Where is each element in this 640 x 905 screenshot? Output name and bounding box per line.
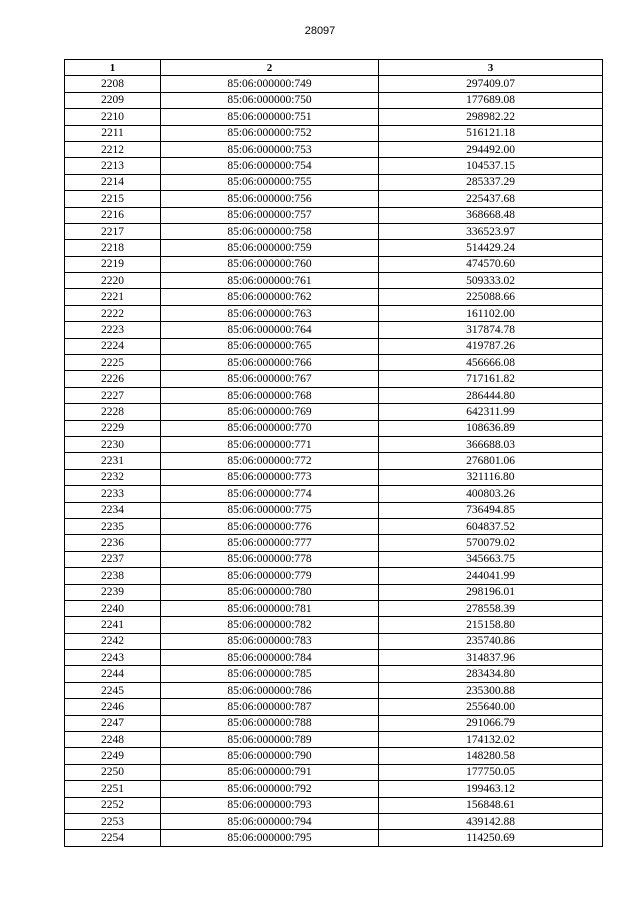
value-cell: 285337.29 bbox=[379, 174, 603, 190]
cadastral-number-cell: 85:06:000000:794 bbox=[161, 813, 379, 829]
cadastral-number-cell: 85:06:000000:776 bbox=[161, 518, 379, 534]
table-row bbox=[65, 650, 603, 666]
cadastral-number-cell: 85:06:000000:765 bbox=[161, 338, 379, 354]
row-number-cell: 2213 bbox=[65, 158, 161, 174]
value-cell: 225088.66 bbox=[379, 289, 603, 305]
row-number-cell: 2227 bbox=[65, 387, 161, 403]
row-number-cell: 2217 bbox=[65, 223, 161, 239]
table-row bbox=[65, 322, 603, 338]
cadastral-number-cell: 85:06:000000:786 bbox=[161, 682, 379, 698]
row-number-cell: 2221 bbox=[65, 289, 161, 305]
cadastral-number-cell: 85:06:000000:749 bbox=[161, 76, 379, 92]
value-cell: 255640.00 bbox=[379, 699, 603, 715]
cadastral-number-cell: 85:06:000000:755 bbox=[161, 174, 379, 190]
row-number-cell: 2240 bbox=[65, 600, 161, 616]
cadastral-number-cell: 85:06:000000:782 bbox=[161, 617, 379, 633]
table-row bbox=[65, 436, 603, 452]
value-cell: 400803.26 bbox=[379, 486, 603, 502]
value-cell: 298196.01 bbox=[379, 584, 603, 600]
cadastral-number-cell: 85:06:000000:772 bbox=[161, 453, 379, 469]
cadastral-number-cell: 85:06:000000:775 bbox=[161, 502, 379, 518]
value-cell: 104537.15 bbox=[379, 158, 603, 174]
cadastral-number-cell: 85:06:000000:757 bbox=[161, 207, 379, 223]
cadastral-number-cell: 85:06:000000:764 bbox=[161, 322, 379, 338]
row-number-cell: 2232 bbox=[65, 469, 161, 485]
cadastral-number-cell: 85:06:000000:761 bbox=[161, 273, 379, 289]
table-body bbox=[65, 76, 603, 846]
row-number-cell: 2219 bbox=[65, 256, 161, 272]
table-row bbox=[65, 551, 603, 567]
table-row bbox=[65, 813, 603, 829]
table-row bbox=[65, 109, 603, 125]
cadastral-number-cell: 85:06:000000:784 bbox=[161, 650, 379, 666]
cadastral-number-cell: 85:06:000000:767 bbox=[161, 371, 379, 387]
row-number-cell: 2223 bbox=[65, 322, 161, 338]
row-number-cell: 2228 bbox=[65, 404, 161, 420]
page-number: 28097 bbox=[304, 25, 336, 37]
cadastral-number-cell: 85:06:000000:752 bbox=[161, 125, 379, 141]
row-number-cell: 2238 bbox=[65, 568, 161, 584]
cadastral-number-cell: 85:06:000000:774 bbox=[161, 486, 379, 502]
value-cell: 604837.52 bbox=[379, 518, 603, 534]
table-row bbox=[65, 355, 603, 371]
table-row bbox=[65, 240, 603, 256]
table-row bbox=[65, 223, 603, 239]
column-header-3: 3 bbox=[379, 60, 603, 76]
value-cell: 235740.86 bbox=[379, 633, 603, 649]
row-number-cell: 2239 bbox=[65, 584, 161, 600]
cadastral-number-cell: 85:06:000000:791 bbox=[161, 764, 379, 780]
row-number-cell: 2247 bbox=[65, 715, 161, 731]
cadastral-number-cell: 85:06:000000:754 bbox=[161, 158, 379, 174]
row-number-cell: 2245 bbox=[65, 682, 161, 698]
table-row bbox=[65, 830, 603, 846]
value-cell: 177689.08 bbox=[379, 92, 603, 108]
row-number-cell: 2222 bbox=[65, 305, 161, 321]
cadastral-number-cell: 85:06:000000:790 bbox=[161, 748, 379, 764]
table-row bbox=[65, 207, 603, 223]
table-row bbox=[65, 748, 603, 764]
row-number-cell: 2214 bbox=[65, 174, 161, 190]
row-number-cell: 2241 bbox=[65, 617, 161, 633]
cadastral-number-cell: 85:06:000000:760 bbox=[161, 256, 379, 272]
value-cell: 368668.48 bbox=[379, 207, 603, 223]
value-cell: 283434.80 bbox=[379, 666, 603, 682]
row-number-cell: 2254 bbox=[65, 830, 161, 846]
row-number-cell: 2237 bbox=[65, 551, 161, 567]
row-number-cell: 2218 bbox=[65, 240, 161, 256]
value-cell: 419787.26 bbox=[379, 338, 603, 354]
row-number-cell: 2212 bbox=[65, 141, 161, 157]
value-cell: 286444.80 bbox=[379, 387, 603, 403]
table-row bbox=[65, 568, 603, 584]
cadastral-number-cell: 85:06:000000:753 bbox=[161, 141, 379, 157]
value-cell: 215158.80 bbox=[379, 617, 603, 633]
row-number-cell: 2216 bbox=[65, 207, 161, 223]
value-cell: 456666.08 bbox=[379, 355, 603, 371]
cadastral-number-cell: 85:06:000000:768 bbox=[161, 387, 379, 403]
value-cell: 717161.82 bbox=[379, 371, 603, 387]
table-row bbox=[65, 699, 603, 715]
table-row bbox=[65, 469, 603, 485]
value-cell: 509333.02 bbox=[379, 273, 603, 289]
row-number-cell: 2215 bbox=[65, 191, 161, 207]
table-row bbox=[65, 305, 603, 321]
value-cell: 298982.22 bbox=[379, 109, 603, 125]
table-row bbox=[65, 797, 603, 813]
table-row bbox=[65, 682, 603, 698]
cadastral-number-cell: 85:06:000000:766 bbox=[161, 355, 379, 371]
row-number-cell: 2253 bbox=[65, 813, 161, 829]
table-header-row bbox=[65, 60, 603, 76]
cadastral-number-cell: 85:06:000000:771 bbox=[161, 436, 379, 452]
row-number-cell: 2226 bbox=[65, 371, 161, 387]
value-cell: 336523.97 bbox=[379, 223, 603, 239]
table-row bbox=[65, 158, 603, 174]
table-row bbox=[65, 141, 603, 157]
cadastral-number-cell: 85:06:000000:763 bbox=[161, 305, 379, 321]
column-header-1: 1 bbox=[65, 60, 161, 76]
value-cell: 439142.88 bbox=[379, 813, 603, 829]
data-table bbox=[64, 59, 603, 847]
row-number-cell: 2220 bbox=[65, 273, 161, 289]
cadastral-number-cell: 85:06:000000:793 bbox=[161, 797, 379, 813]
cadastral-number-cell: 85:06:000000:778 bbox=[161, 551, 379, 567]
table-row bbox=[65, 256, 603, 272]
row-number-cell: 2225 bbox=[65, 355, 161, 371]
table-row bbox=[65, 535, 603, 551]
value-cell: 156848.61 bbox=[379, 797, 603, 813]
cadastral-number-cell: 85:06:000000:756 bbox=[161, 191, 379, 207]
table-row bbox=[65, 453, 603, 469]
value-cell: 570079.02 bbox=[379, 535, 603, 551]
value-cell: 297409.07 bbox=[379, 76, 603, 92]
cadastral-number-cell: 85:06:000000:785 bbox=[161, 666, 379, 682]
table-row bbox=[65, 174, 603, 190]
row-number-cell: 2250 bbox=[65, 764, 161, 780]
cadastral-number-cell: 85:06:000000:751 bbox=[161, 109, 379, 125]
value-cell: 278558.39 bbox=[379, 600, 603, 616]
cadastral-number-cell: 85:06:000000:787 bbox=[161, 699, 379, 715]
value-cell: 474570.60 bbox=[379, 256, 603, 272]
cadastral-number-cell: 85:06:000000:769 bbox=[161, 404, 379, 420]
table-row bbox=[65, 289, 603, 305]
row-number-cell: 2235 bbox=[65, 518, 161, 534]
cadastral-number-cell: 85:06:000000:773 bbox=[161, 469, 379, 485]
table-row bbox=[65, 633, 603, 649]
row-number-cell: 2236 bbox=[65, 535, 161, 551]
row-number-cell: 2244 bbox=[65, 666, 161, 682]
value-cell: 148280.58 bbox=[379, 748, 603, 764]
cadastral-number-cell: 85:06:000000:795 bbox=[161, 830, 379, 846]
cadastral-number-cell: 85:06:000000:788 bbox=[161, 715, 379, 731]
value-cell: 736494.85 bbox=[379, 502, 603, 518]
table-row bbox=[65, 76, 603, 92]
value-cell: 317874.78 bbox=[379, 322, 603, 338]
cadastral-number-cell: 85:06:000000:777 bbox=[161, 535, 379, 551]
value-cell: 177750.05 bbox=[379, 764, 603, 780]
table-row bbox=[65, 273, 603, 289]
value-cell: 199463.12 bbox=[379, 781, 603, 797]
row-number-cell: 2208 bbox=[65, 76, 161, 92]
cadastral-number-cell: 85:06:000000:779 bbox=[161, 568, 379, 584]
cadastral-number-cell: 85:06:000000:792 bbox=[161, 781, 379, 797]
row-number-cell: 2242 bbox=[65, 633, 161, 649]
table-row bbox=[65, 191, 603, 207]
value-cell: 114250.69 bbox=[379, 830, 603, 846]
row-number-cell: 2246 bbox=[65, 699, 161, 715]
value-cell: 516121.18 bbox=[379, 125, 603, 141]
row-number-cell: 2231 bbox=[65, 453, 161, 469]
table-row bbox=[65, 420, 603, 436]
table-row bbox=[65, 92, 603, 108]
table-row bbox=[65, 600, 603, 616]
row-number-cell: 2234 bbox=[65, 502, 161, 518]
row-number-cell: 2209 bbox=[65, 92, 161, 108]
row-number-cell: 2211 bbox=[65, 125, 161, 141]
value-cell: 321116.80 bbox=[379, 469, 603, 485]
cadastral-number-cell: 85:06:000000:770 bbox=[161, 420, 379, 436]
table-row bbox=[65, 715, 603, 731]
table-row bbox=[65, 584, 603, 600]
table-row bbox=[65, 666, 603, 682]
row-number-cell: 2248 bbox=[65, 732, 161, 748]
table-row bbox=[65, 518, 603, 534]
cadastral-number-cell: 85:06:000000:780 bbox=[161, 584, 379, 600]
value-cell: 366688.03 bbox=[379, 436, 603, 452]
value-cell: 225437.68 bbox=[379, 191, 603, 207]
row-number-cell: 2210 bbox=[65, 109, 161, 125]
value-cell: 642311.99 bbox=[379, 404, 603, 420]
value-cell: 244041.99 bbox=[379, 568, 603, 584]
row-number-cell: 2251 bbox=[65, 781, 161, 797]
value-cell: 314837.96 bbox=[379, 650, 603, 666]
value-cell: 291066.79 bbox=[379, 715, 603, 731]
cadastral-number-cell: 85:06:000000:762 bbox=[161, 289, 379, 305]
table-row bbox=[65, 387, 603, 403]
table-row bbox=[65, 617, 603, 633]
cadastral-number-cell: 85:06:000000:750 bbox=[161, 92, 379, 108]
value-cell: 514429.24 bbox=[379, 240, 603, 256]
table-row bbox=[65, 404, 603, 420]
row-number-cell: 2229 bbox=[65, 420, 161, 436]
table-row bbox=[65, 486, 603, 502]
table-row bbox=[65, 764, 603, 780]
value-cell: 276801.06 bbox=[379, 453, 603, 469]
row-number-cell: 2252 bbox=[65, 797, 161, 813]
value-cell: 294492.00 bbox=[379, 141, 603, 157]
row-number-cell: 2230 bbox=[65, 436, 161, 452]
row-number-cell: 2243 bbox=[65, 650, 161, 666]
value-cell: 345663.75 bbox=[379, 551, 603, 567]
cadastral-number-cell: 85:06:000000:789 bbox=[161, 732, 379, 748]
table-row bbox=[65, 338, 603, 354]
cadastral-number-cell: 85:06:000000:759 bbox=[161, 240, 379, 256]
cadastral-number-cell: 85:06:000000:781 bbox=[161, 600, 379, 616]
table-row bbox=[65, 125, 603, 141]
cadastral-number-cell: 85:06:000000:758 bbox=[161, 223, 379, 239]
table-row bbox=[65, 502, 603, 518]
value-cell: 161102.00 bbox=[379, 305, 603, 321]
value-cell: 108636.89 bbox=[379, 420, 603, 436]
table-row bbox=[65, 732, 603, 748]
row-number-cell: 2249 bbox=[65, 748, 161, 764]
table-row bbox=[65, 781, 603, 797]
row-number-cell: 2224 bbox=[65, 338, 161, 354]
value-cell: 174132.02 bbox=[379, 732, 603, 748]
row-number-cell: 2233 bbox=[65, 486, 161, 502]
value-cell: 235300.88 bbox=[379, 682, 603, 698]
cadastral-number-cell: 85:06:000000:783 bbox=[161, 633, 379, 649]
table-row bbox=[65, 371, 603, 387]
column-header-2: 2 bbox=[161, 60, 379, 76]
